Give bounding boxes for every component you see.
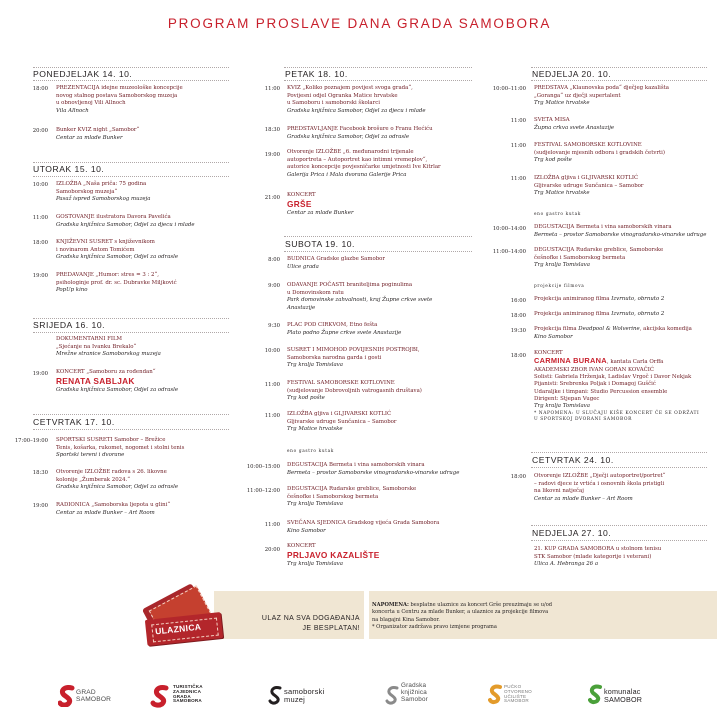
event-title-line: u Samoboru i samoborski školarci	[287, 100, 380, 107]
event-title-text: Projekcija animiranog filma	[534, 296, 612, 302]
event-title: KONCERT	[287, 192, 316, 198]
logo-text: SAMOBOR	[76, 696, 112, 704]
section-label: eno gastro kutak	[534, 211, 582, 216]
event-title-line: u Domovinskom ratu	[287, 289, 344, 296]
library-icon	[385, 685, 401, 705]
event-venue: Trg Matice hrvatske	[287, 426, 343, 433]
event-time: 19:00	[32, 371, 48, 377]
event-title: IZLOŽBA gljiva i GLJIVARSKI KOTLIĆ	[534, 175, 639, 181]
event-time: 11:00	[264, 382, 280, 388]
event-title: DEGUSTACIJA Bermeta i vina samoborskih vinara	[534, 224, 672, 230]
event	[534, 224, 714, 239]
event-title: ODAVANJE POČASTI braniteljima poginulima	[287, 282, 413, 288]
event-title-line: (sudjelovanje mjesnih odbora i gradskih četvrti)	[534, 149, 666, 156]
event-venue: Gradska knjižnica Samobor, Odjel za djecu i mlade	[56, 221, 195, 228]
samobor-s-icon	[58, 685, 76, 707]
event-title: KVIZ „Koliko poznajem povijest svoga grada“,	[287, 85, 413, 91]
event	[287, 149, 472, 180]
gradska-knjiznica-logo	[385, 680, 465, 710]
divider	[284, 67, 472, 68]
event-title-line: Gljivarske udruge Sunčanica – Samobor	[534, 182, 644, 189]
note-text: koncerta u Centru za mlade Bunker, a ulaznice za projekcije filmova	[372, 609, 549, 616]
event	[534, 117, 714, 132]
event	[287, 347, 472, 370]
day-heading: PONEDJELJAK 14. 10.	[33, 69, 133, 79]
event	[534, 326, 714, 341]
event-title-line: Povijesni odjel Ogranka Matice hrvatske	[287, 92, 398, 99]
day-heading: UTORAK 15. 10.	[33, 164, 105, 174]
divider	[33, 414, 229, 415]
event	[287, 192, 472, 217]
day-heading: NEDJELJA 27. 10.	[532, 528, 612, 538]
event-title-line: na likovni natječaj	[534, 488, 584, 495]
free-entry-text	[214, 614, 360, 634]
turisticka-zajednica-logo	[150, 680, 240, 710]
event-venue: Park domovinske zahvalnosti, kraj Župne crkve svete	[287, 297, 433, 304]
event-title-line: „Sjećanje na Ivanku Brekalo“	[56, 343, 137, 350]
event-title: DEGUSTACIJA Rudarske greblice, Samoborske	[287, 486, 417, 492]
day-heading: NEDJELJA 20. 10.	[532, 69, 612, 79]
event-title: PLAC POD CIRKVOM, Etno fešta	[287, 322, 378, 328]
event	[56, 181, 236, 204]
event-title: PREDSTAVA „Klaunovska poda“ dječjeg kazališta	[534, 85, 669, 91]
event-venue: Gradska knjižnica Samobor, Odjel za odrasle	[287, 133, 410, 140]
event	[56, 469, 236, 492]
event-title-line: češnofke i Samoborskog bermeta	[534, 254, 626, 261]
event	[56, 272, 236, 295]
event-venue: Gradska knjižnica Samobor, Odjel za djecu i mlade	[287, 108, 426, 115]
event-title-line: AKADEMSKI ZBOR IVAN GORAN KOVAČIĆ	[534, 366, 655, 373]
performer-name: CARMINA BURANA	[534, 356, 607, 366]
logo-text: SAMOBOR	[504, 698, 529, 704]
event-title: KNJIŽEVNI SUSRET s književnikom	[56, 239, 155, 245]
event-title: FESTIVAL SAMOBORSKE KOTLOVINE	[534, 142, 642, 148]
event	[534, 247, 714, 270]
event-title-text: , kantata Carla Orffa	[606, 359, 664, 366]
event-venue: Trg Matice hrvatske	[534, 190, 590, 197]
event-time: 11:00	[510, 143, 526, 149]
event-title-line: (sudjelovanje Dobrovoljnih vatrogasnih društava)	[287, 387, 422, 394]
event-title: Otvorenje IZLOŽBE „Dječji autoportret/portret“	[534, 473, 666, 479]
event-time: 10:00–15:00	[246, 464, 280, 470]
event	[287, 85, 472, 116]
event-title: DEGUSTACIJA Rudarske greblice, Samoborske	[534, 247, 664, 253]
event-title: SVETA MISA	[534, 117, 570, 123]
event-title: SPORTSKI SUSRETI Samobor – Brežice	[56, 437, 166, 443]
event	[534, 473, 714, 504]
event	[287, 256, 472, 271]
event	[287, 520, 472, 535]
rain-note-line: U SPORTSKOJ DVORANI SAMOBOR	[534, 416, 633, 422]
event-venue: Trg kralja Tomislava	[534, 262, 590, 269]
event-title-line: – radovi djece iz vrtića i osnovnih škola pristigli	[534, 480, 665, 487]
divider	[531, 452, 707, 453]
event-title: BUDNICA Gradske glazbe Samobor	[287, 256, 386, 262]
event-time: 18:00	[32, 86, 48, 92]
event-title: Bunker KVIZ night „Samobor“	[56, 127, 140, 133]
divider	[33, 176, 229, 177]
event-time: 19:00	[264, 152, 280, 158]
event-venue: Trg kralja Tomislava	[287, 501, 343, 508]
divider	[531, 67, 707, 68]
event-title: Otvorenje IZLOŽBE „6. međunarodni trijenale	[287, 149, 414, 155]
event-title	[534, 311, 714, 319]
event-title-line: Solisti: Gabriela Hrženjak, Ladislav Vrgoč i Davor Nekjak	[534, 374, 692, 381]
event-time: 18:30	[32, 470, 48, 476]
logo-text: GRADA	[173, 693, 191, 699]
logo-text: Samobor	[401, 695, 428, 703]
event-venue: Sportski tereni i dvorane	[56, 452, 125, 459]
event-title-line: autorice koncepcije povjesničarke umjetnosti Ive Kitrlar	[287, 164, 441, 171]
event-time: 18:00	[510, 353, 526, 359]
event-time: 18:00	[510, 474, 526, 480]
divider	[33, 318, 229, 319]
event-time: 11:00	[264, 522, 280, 528]
event-title-line: autoportreta – Autoportret kao intimni vremeplov“,	[287, 156, 428, 163]
event-venue: Ulica A. Hebranga 26 a	[534, 561, 599, 568]
event-title	[534, 296, 714, 304]
event-venue: Župna crkva svete Anastazije	[534, 124, 615, 131]
event-title: SVEČANA SJEDNICA Gradskog vijeća Grada Samobora	[287, 520, 440, 526]
event-time: 18:00	[32, 240, 48, 246]
event-title: GOSTOVANJE ilustratora Davora Pavelića	[56, 214, 171, 220]
event-title: FESTIVAL SAMOBORSKE KOTLOVINE	[287, 380, 395, 386]
event-title: Otvorenje IZLOŽBE radova s 26. likovne	[56, 469, 167, 475]
event-venue: Gradska knjižnica Samobor, Odjel za odrasle	[56, 386, 179, 393]
performer-name: RENATA SABLJAK	[56, 375, 135, 386]
event-title-line: Udaraljke i timpani: Studio Percussion ensemble	[534, 388, 668, 395]
logo-text: samoborski	[284, 687, 325, 696]
pou-icon	[488, 684, 504, 706]
event-venue: Ulice grada	[287, 263, 319, 270]
event	[534, 85, 714, 108]
event-venue: Centar za mlade Bunker – Art Room	[56, 509, 155, 516]
event-title-line: u obnovljenoj Vili Allnoch	[56, 100, 126, 107]
section-label: projekcije filmova	[534, 283, 585, 288]
ticket-note	[372, 602, 716, 632]
film-title: Izvrnuto, obrnuto 2	[611, 296, 665, 302]
event-title: DEGUSTACIJA Bermeta i vina samoborskih vinara	[287, 462, 425, 468]
event-time: 10:00–11:00	[492, 86, 526, 92]
event-title: SUSRET I MIMOHOD POVIJESNIH POSTROJBI,	[287, 347, 420, 353]
free-entry-line: ULAZ NA SVA DOGAĐANJA	[261, 615, 360, 622]
event-time: 11:00	[510, 176, 526, 182]
event-title-line: Samoborskog muzeja“	[56, 188, 118, 195]
rain-note: * NAPOMENA: U SLUČAJU KIŠE KONCERT ĆE SE ODRŽATI	[534, 410, 700, 416]
museum-icon	[268, 685, 284, 705]
event-venue: Gradska knjižnica Samobor, Odjel za odrasle	[56, 254, 179, 261]
event-time: 19:00	[32, 503, 48, 509]
event-title-line: kolonije „Žumberak 2024.“	[56, 476, 130, 483]
logo-text: PUČKO	[504, 684, 522, 689]
event-venue: Vila Allnoch	[56, 108, 89, 115]
divider	[33, 67, 229, 68]
logo-text: komunalac	[604, 687, 641, 696]
day-heading: CETVRTAK 17. 10.	[33, 417, 115, 427]
event-venue: Bermeta – prostor Samoborske vinogradarsko-vinarske udruge	[534, 231, 707, 238]
event-venue: Centar za mlade Bunker	[287, 209, 354, 216]
section-label: eno gastro kutak	[287, 448, 335, 453]
divider	[33, 429, 229, 430]
event-time: 21:00	[264, 195, 280, 201]
event	[56, 214, 236, 229]
event-time: 10:00–14:00	[492, 226, 526, 232]
event-title: IZLOŽBA „Naša priča: 75 godina	[56, 181, 147, 187]
event	[56, 369, 236, 394]
event-venue: Centar za mlade Bunker	[56, 134, 123, 141]
event	[534, 546, 714, 569]
event-time: 9:00	[268, 283, 280, 289]
event	[287, 126, 472, 141]
note-label: NAPOMENA:	[372, 602, 409, 608]
note-text: na blagajni Kina Samobor.	[372, 616, 440, 623]
tourism-s-icon	[150, 684, 172, 708]
logo-text: TURISTIČKA	[173, 684, 203, 689]
event	[287, 380, 472, 403]
note-text: besplatne ulaznice za koncert Grše preuzimaju se u/od	[408, 602, 553, 608]
logo-text: SAMOBORA	[173, 698, 202, 704]
event-time: 20:00	[32, 128, 48, 134]
event-title-line: „Goranga“ uz dječji supertalent	[534, 92, 621, 99]
event-time: 18:00	[510, 313, 526, 319]
logo-text: GRAD	[76, 689, 96, 696]
event-time: 17:00–19:00	[14, 438, 48, 444]
komunalac-icon	[588, 684, 604, 706]
event-venue: Trg kralja Tomislava	[287, 560, 343, 567]
film-title: Deadpool & Wolverine	[578, 326, 640, 332]
event-venue: Gradska knjižnica Samobor, Odjel za odrasle	[56, 484, 179, 491]
event-time: 11:00	[510, 118, 526, 124]
event-venue: Pasaž ispred Samoborskog muzeja	[56, 196, 151, 203]
event-title-line: novog stalnog postava Samoborskog muzeja	[56, 92, 178, 99]
logo-text: UČILIŠTE	[504, 693, 527, 699]
event	[287, 411, 472, 434]
event-venue: Kino Samobor	[287, 527, 326, 534]
divider	[531, 540, 707, 541]
event-venue: PopUp kino	[56, 287, 88, 294]
logo-text: ZAJEDNICA	[173, 688, 202, 694]
ticket-label: ULAZNICA	[154, 621, 202, 637]
event-venue: Trg kod pošte	[287, 395, 325, 402]
event	[56, 239, 236, 262]
event-title: IZLOŽBA gljiva i GLJIVARSKI KOTLIĆ	[287, 411, 392, 417]
event-time: 8:00	[268, 257, 280, 263]
event-title: 21. KUP GRADA SAMOBORA u stolnom tenisu	[534, 546, 662, 552]
event-venue: Trg kralja Tomislava	[287, 362, 343, 369]
event-title: DOKUMENTARNI FILM	[56, 336, 123, 342]
event-venue: Trg kod pošte	[534, 157, 572, 164]
event-time: 10:00	[32, 182, 48, 188]
day-heading: CETVRTAK 24. 10.	[532, 455, 614, 465]
logo-text: Gradska	[401, 682, 427, 689]
komunalac-logo	[588, 680, 688, 710]
event-title-text: Projekcija animiranog filma	[534, 311, 612, 317]
logo-text: knjižnica	[401, 688, 427, 696]
event	[534, 350, 714, 423]
divider	[284, 251, 472, 252]
day-heading: SUBOTA 19. 10.	[285, 239, 355, 249]
divider	[33, 332, 229, 333]
event	[56, 502, 236, 517]
event	[56, 336, 236, 359]
event-venue: Bermeta – prostor Samoborske vinogradarsko-vinarske udruge	[287, 469, 460, 476]
event-title: PREZENTACIJA idejne muzeološke koncepcije	[56, 85, 183, 91]
event-time: 10:00	[264, 348, 280, 354]
divider	[531, 467, 707, 468]
event-title	[534, 326, 714, 334]
performer-name: PRLJAVO KAZALIŠTE	[287, 549, 380, 560]
free-entry-line: JE BESPLATAN!	[302, 625, 360, 633]
event-time: 20:00	[264, 547, 280, 553]
event-title: PREDSTAVLJANJE Facebook brošure o Franu Hećiću	[287, 126, 433, 132]
event-time: 9:30	[268, 323, 280, 329]
divider	[531, 525, 707, 526]
event-time: 11:00	[264, 413, 280, 419]
event-venue: Plato podno Župne crkve svete Anastazije	[287, 329, 402, 336]
logo-text: OTVORENO	[504, 688, 532, 694]
grad-samobor-logo	[58, 680, 138, 710]
event	[56, 85, 236, 116]
divider	[531, 80, 707, 81]
event-title: KONCERT	[287, 543, 316, 549]
event-title-line: Tenis, košarka, rukomet, nogomet i stolni tenis	[56, 444, 185, 451]
event-time: 19:00	[32, 273, 48, 279]
event-title-line: češnofke i Samoborskog bermeta	[287, 493, 379, 500]
logo-text: SAMOBOR	[604, 694, 643, 704]
pucko-uciliste-logo	[488, 680, 568, 710]
divider	[33, 162, 229, 163]
event-time: 11:00–14:00	[492, 249, 526, 255]
samoborski-muzej-logo	[268, 680, 358, 710]
event-title: PREDAVANJE „Humor: stres = 3 : 2“,	[56, 272, 159, 278]
event-venue: Centar za mlade Bunker – Art Room	[534, 496, 633, 503]
event-time: 18:30	[264, 127, 280, 133]
event-venue: Kino Samobor	[534, 333, 573, 340]
event-title-line: Dirigent: Stjepan Vugec	[534, 396, 600, 403]
event	[56, 437, 236, 460]
event-title-line: Samoborska narodna garda i gosti	[287, 354, 382, 361]
event-title-line: psihologinje prof. dr. sc. Dubravke Miljković	[56, 279, 177, 286]
event-time: 11:00	[32, 215, 48, 221]
event	[287, 486, 472, 509]
event	[287, 322, 472, 337]
event-title: KONCERT „Samoboru za rođendan“	[56, 369, 156, 375]
event-time: 16:00	[510, 298, 526, 304]
event	[534, 311, 714, 319]
event-venue-line: Anastazije	[287, 305, 316, 312]
performer-name: GRŠE	[287, 198, 312, 209]
event	[56, 127, 236, 142]
logo-text: muzej	[284, 695, 306, 705]
event	[287, 462, 472, 477]
event	[287, 282, 472, 313]
event-title-line: Pijanisti: Srebrenka Poljak i Domagoj Guščić	[534, 381, 656, 388]
event-title-text: Projekcija filma	[534, 326, 579, 332]
event-title: RADIONICA „Samoborska ljepota u glini“	[56, 502, 171, 508]
event-venue: Trg Matice hrvatske	[534, 100, 590, 107]
day-heading: PETAK 18. 10.	[285, 69, 348, 79]
event-venue: Galerija Prica i Mala dvorana Galerije Prica	[287, 172, 407, 179]
event	[534, 175, 714, 198]
event-title-line: Gljivarske udruge Sunčanica – Samobor	[287, 418, 397, 425]
event	[534, 296, 714, 304]
event-time: 11:00	[264, 86, 280, 92]
event	[287, 543, 472, 568]
organizer-note: * Organizator zadržava pravo izmjene programa	[372, 624, 497, 631]
film-title: Izvrnuto, obrnuto 2	[611, 311, 665, 317]
event-title: KONCERT	[534, 350, 563, 356]
event-venue: Trg kralja Tomislava	[534, 403, 590, 410]
page-title: PROGRAM PROSLAVE DANA GRADA SAMOBORA	[167, 16, 552, 31]
divider	[33, 80, 229, 81]
event-time: 19:30	[510, 328, 526, 334]
event-title-text: , akcijska komedija	[639, 326, 692, 332]
event-venue: Mrežne stranice Samoborskog muzeja	[56, 351, 161, 358]
event-title-line: STK Samobor (mlade kategorije i veterani)	[534, 553, 652, 560]
event-time: 11:00–12:00	[246, 488, 280, 494]
divider	[284, 80, 472, 81]
event	[534, 142, 714, 165]
divider	[284, 236, 472, 237]
day-heading: SRIJEDA 16. 10.	[33, 320, 105, 330]
event-title-line: i novinarom Antom Tomićem	[56, 246, 135, 253]
